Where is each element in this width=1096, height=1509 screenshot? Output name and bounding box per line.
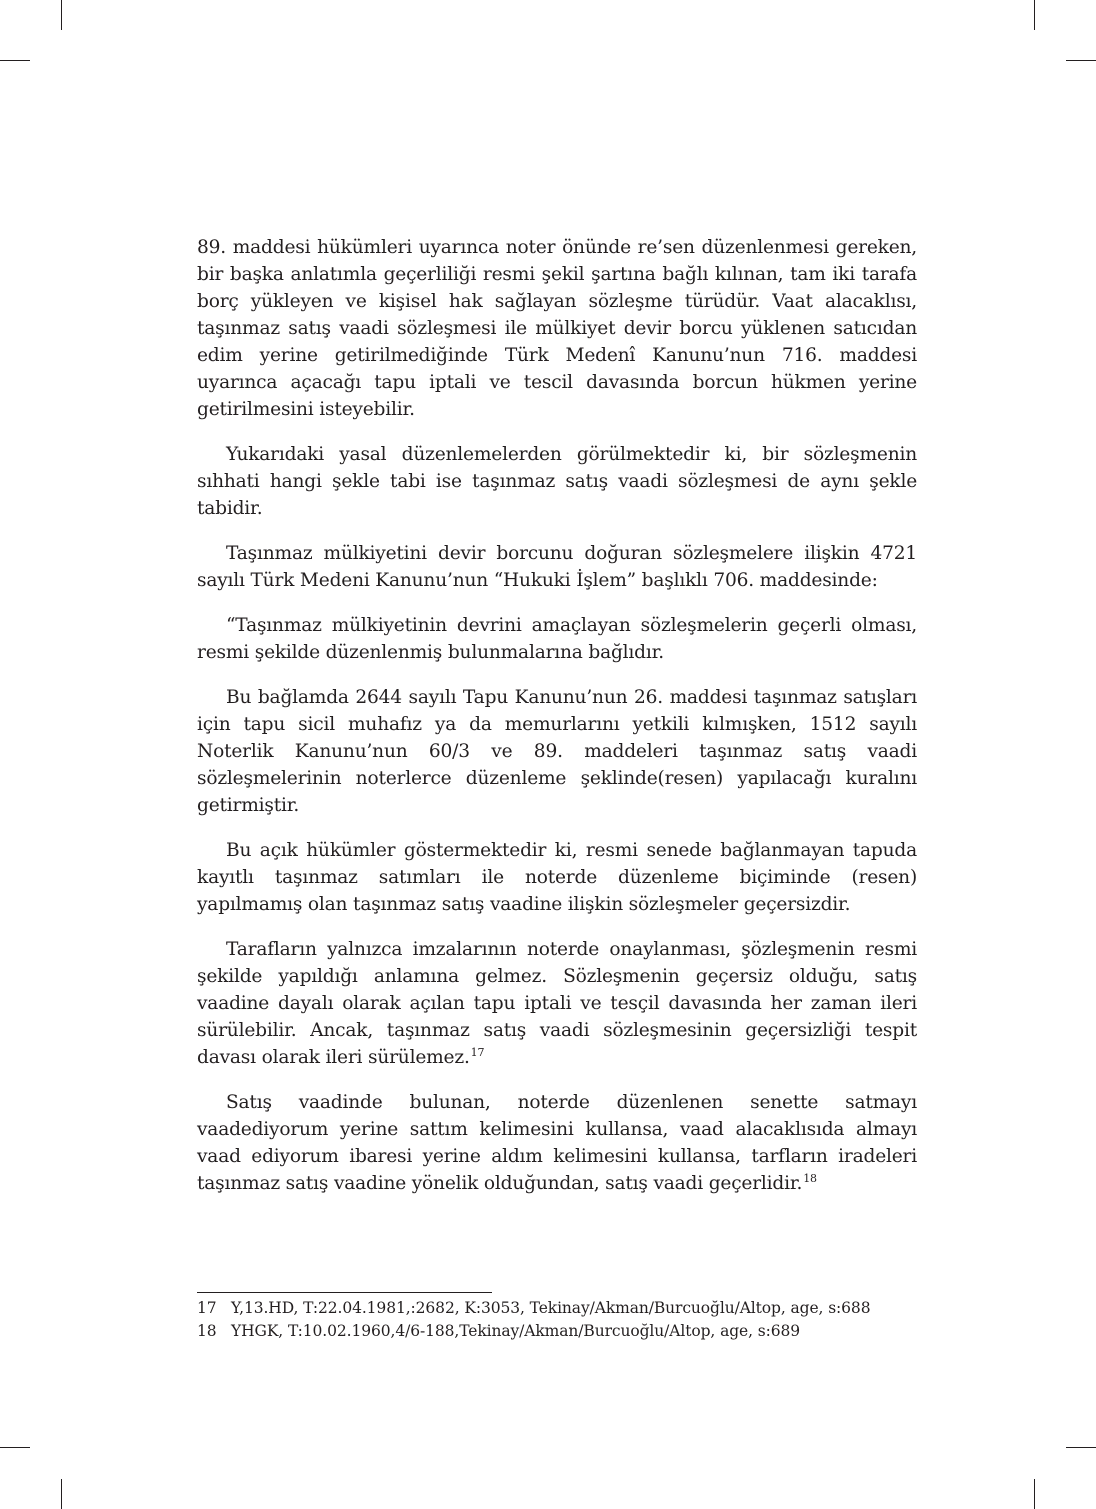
paragraph: Tarafların yalnızca imzalarının noterde onaylanması, şözleşmenin resmi şekilde yapıldığı anlamına gelmez. Sözleşmenin geçersiz olduğu, satış vaadine dayalı olarak açılan tapu iptali ve tesçil davasında her zaman ileri sürülebilir. Ancak, taşınmaz satış vaadi sözleşmesinin geçersizliği tespit davası olarak ileri sürülemez.$^{17}$ [197, 939, 917, 1068]
body-text [197, 234, 917, 1215]
quoted-paragraph: “Taşınmaz mülkiyetinin devrini amaçlayan sözleşmelerin geçerli olması, resmi şekilde düzenlenmiş bulunmalarına bağlıdır. [197, 615, 917, 663]
paragraph: Satış vaadinde bulunan, noterde düzenlenen senette satmayı vaadediyorum yerine sattım kelimesini kullansa, vaad alacaklısıda almayı vaad ediyorum ibaresi yerine aldım kelimesini kullansa, tarfların iradeleri taşınmaz satış vaadine yönelik olduğundan, satış vaadi geçerlidir.$^{18}$ [197, 1092, 917, 1194]
crop-mark [61, 0, 62, 30]
footnote-text: YHGK, T:10.02.1960,4/6-188,Tekinay/Akman/Burcuoğlu/Altop, age, s:689 [231, 1322, 801, 1340]
paragraph: 89. maddesi hükümleri uyarınca noter önünde re’sen düzenlenmesi gereken, bir başka anlatımla geçerliliği resmi şekil şartına bağlı kılınan, tam iki tarafa borç yükleyen ve kişisel hak sağlayan sözleşme türüdür. Vaat alacaklısı, taşınmaz satış vaadi sözleşmesi ile mülkiyet devir borcu yüklenen satıcıdan edim yerine getirilmediğinde Türk Medenî Kanunu’nun 716. maddesi uyarınca açacağı tapu iptali ve tescil davasında borcun hükmen yerine getirilmesini isteyebilir. [197, 237, 917, 420]
crop-mark [1066, 1447, 1096, 1448]
crop-mark [1066, 60, 1096, 61]
paragraph: Yukarıdaki yasal düzenlemelerden görülmektedir ki, bir sözleşmenin sıhhati hangi şekle tabi ise taşınmaz satış vaadi sözleşmesi de aynı şekle tabidir. [197, 444, 917, 519]
crop-mark [0, 1447, 30, 1448]
paragraph: Taşınmaz mülkiyetini devir borcunu doğuran sözleşmelere ilişkin 4721 sayılı Türk Medeni Kanunu’nun “Hukuki İşlem” başlıklı 706. maddesinde: [197, 543, 917, 591]
footnote-divider [197, 1292, 492, 1293]
footnote [197, 1320, 917, 1343]
footnote-ref[interactable]: 17 [470, 1046, 485, 1059]
crop-mark [1034, 0, 1035, 30]
footnotes [197, 1297, 917, 1343]
footnote-text: Y,13.HD, T:22.04.1981,:2682, K:3053, Tekinay/Akman/Burcuoğlu/Altop, age, s:688 [231, 1299, 871, 1317]
crop-mark [0, 60, 30, 61]
paragraph: Bu açık hükümler göstermektedir ki, resmi senede bağlanmayan tapuda kayıtlı taşınmaz satımları ile noterde düzenleme biçiminde (resen) yapılmamış olan taşınmaz satış vaadine ilişkin sözleşmeler geçersizdir. [197, 840, 917, 915]
footnote-number: 17 [197, 1299, 217, 1317]
footnote [197, 1297, 917, 1320]
crop-mark [1034, 1479, 1035, 1509]
footnote-number: 18 [197, 1322, 217, 1340]
paragraph: Bu bağlamda 2644 sayılı Tapu Kanunu’nun 26. maddesi taşınmaz satışları için tapu sicil muhafız ya da memurlarını yetkili kılmışken, 1512 sayılı Noterlik Kanunu’nun 60/3 ve 89. maddeleri taşınmaz satış vaadi sözleşmelerinin noterlerce düzenleme şeklinde(resen) yapılacağı kuralını getirmiştir. [197, 687, 917, 816]
footnote-ref[interactable]: 18 [803, 1172, 817, 1185]
crop-mark [61, 1479, 62, 1509]
